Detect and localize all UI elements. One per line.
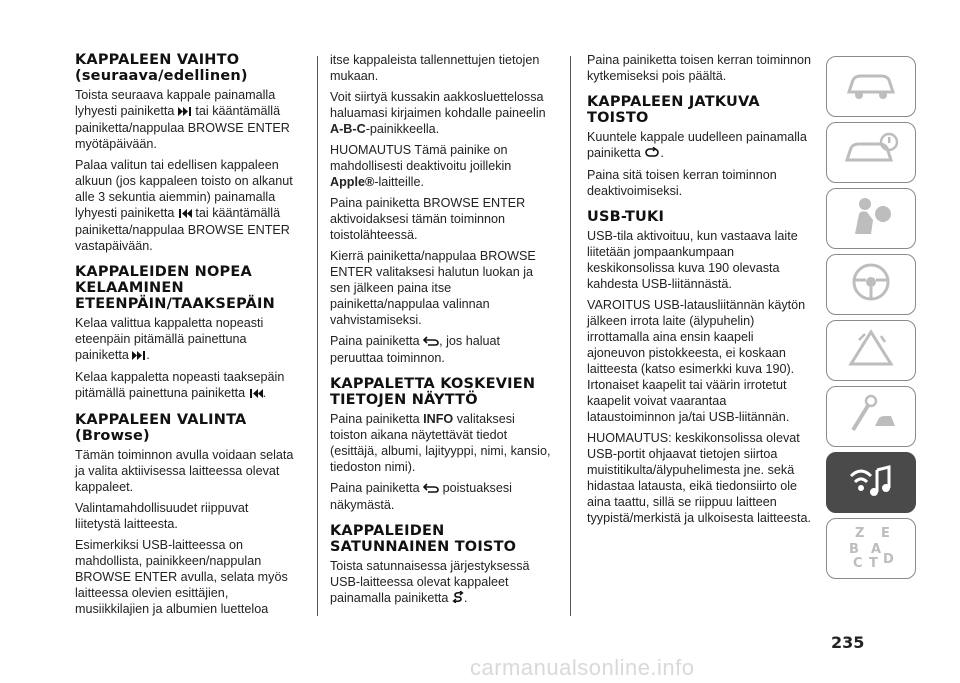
tab-maintenance[interactable] <box>826 386 916 447</box>
text: Kelaa kappaletta nopeasti taaksepäin pitämällä painettuna painiketta <box>75 370 285 400</box>
text: Kuuntele kappale uudelleen painamalla painiketta <box>587 130 807 160</box>
paragraph: Tämän toiminnon avulla voidaan selata ja valita aktiivisessa laitteessa olevat kappaleet. <box>75 448 294 494</box>
tab-emergency[interactable] <box>826 320 916 381</box>
next-track-icon <box>132 348 146 364</box>
paragraph: Valintamahdollisuudet riippuvat liitetystä laitteesta. <box>75 501 249 531</box>
paragraph: Paina sitä toisen kerran toiminnon deaktivoimiseksi. <box>587 168 777 198</box>
heading-fast-forward: KAPPALEIDEN NOPEA KELAAMINEN ETEENPÄIN/TAAKSEPÄIN <box>75 264 275 312</box>
paragraph <box>330 89 555 137</box>
page-number: 235 <box>831 633 865 652</box>
paragraph: itse kappaleista tallennettujen tietojen mukaan. <box>330 53 540 83</box>
text: valitaksesi toiston aikana näytettävät tiedot (esittäjä, albumi, lajityyppi, nimi, kansio, tiedoston nimi). <box>330 412 551 474</box>
text: poistuaksesi näkymästä. <box>330 481 512 512</box>
text: Palaa valitun tai edellisen kappaleen alkuun (jos kappaleen toisto on alkanut alle 3 sekuntia aiemmin) painamalla lyhyesti painiketta <box>75 158 293 220</box>
back-arrow-icon <box>423 481 439 497</box>
text: . <box>660 146 664 160</box>
tab-index[interactable] <box>826 518 916 579</box>
shuffle-icon <box>452 591 464 607</box>
paragraph: Paina painiketta BROWSE ENTER aktivoidaksesi tämän toiminnon toistolähteessä. <box>330 196 526 242</box>
text: Toista satunnaisessa järjestyksessä USB-laitteessa olevat kappaleet painamalla painiketta <box>330 559 530 605</box>
column-divider <box>317 56 318 616</box>
paragraph <box>75 315 297 364</box>
heading-shuffle: KAPPALEIDEN SATUNNAINEN TOISTO <box>330 523 517 555</box>
text: Paina painiketta <box>330 334 420 348</box>
text: Kelaa valittua kappaletta nopeasti eteenpäin pitämällä painettuna painiketta <box>75 316 264 362</box>
car-dashboard-icon <box>841 64 901 109</box>
paragraph <box>330 411 555 475</box>
text: Voit siirtyä kussakin aakkosluettelossa haluamasi kirjaimen kohdalle paineelin <box>330 90 546 120</box>
paragraph: VAROITUS USB-latausliitännän käytön jälkeen irrota laite (älypuhelin) irrottamalla aina ensin kaapeli ajoneuvon pistokkeesta, ei koskaan laitteesta (katso esimerkki kuva 190). Irtonaiset kaapelit tai väärin irrotetut kaapelit voivat vaarantaa lataustoiminnon ja/tai USB-liitännän. <box>587 298 806 424</box>
svg-text:B: B <box>849 542 859 557</box>
next-track-icon <box>178 104 192 120</box>
text: . <box>262 386 267 400</box>
text: HUOMAUTUS Tämä painike on mahdollisesti deaktivoitu joillekin <box>330 143 512 173</box>
paragraph <box>330 558 555 607</box>
heading-repeat: KAPPALEEN JATKUVA TOISTO <box>587 94 760 126</box>
text: tai kääntämällä painiketta/nappulaa BROWSE ENTER myötäpäivään. <box>75 104 290 151</box>
heading-track-info: KAPPALETTA KOSKEVIEN TIETOJEN NÄYTTÖ <box>330 376 536 408</box>
svg-text:A: A <box>871 542 882 557</box>
text: Paina painiketta <box>330 481 420 495</box>
tab-warnings[interactable] <box>826 122 916 183</box>
column-1 <box>75 52 297 622</box>
text: Toista seuraava kappale painamalla lyhyesti painiketta <box>75 88 276 118</box>
paragraph <box>330 480 555 513</box>
heading-browse: KAPPALEEN VALINTA (Browse) <box>75 412 247 444</box>
chapter-tab-index <box>826 56 916 584</box>
paragraph <box>587 129 815 162</box>
text: -laitteille. <box>374 175 424 189</box>
text: -painikkeella. <box>365 122 440 136</box>
column-divider <box>570 56 571 616</box>
heading-usb-support: USB-TUKI <box>587 209 665 225</box>
tab-dashboard[interactable] <box>826 56 916 117</box>
paragraph <box>75 157 297 254</box>
paragraph <box>330 142 555 190</box>
abc-button-label: A-B-C <box>330 122 366 136</box>
svg-text:T: T <box>869 556 878 571</box>
svg-text:D: D <box>883 552 894 567</box>
svg-text:C: C <box>853 556 863 571</box>
paragraph: Esimerkiksi USB-laitteessa on mahdollista, painikkeen/nappulan BROWSE ENTER avulla, selata myös laitteessa olevien esittäjien, musiikkilajien ja albumien luetteloa <box>75 538 288 616</box>
car-warning-icon <box>841 130 901 175</box>
paragraph: USB-tila aktivoituu, kun vastaava laite liitetään jompaankumpaan keskikonsolissa kuva 190 olevasta kahdesta USB-liitännästä. <box>587 229 798 291</box>
tab-safety[interactable] <box>826 188 916 249</box>
text: , jos haluat peruuttaa toiminnon. <box>330 334 501 365</box>
paragraph: Kierrä painiketta/nappulaa BROWSE ENTER valitaksesi halutun luokan ja sen jälkeen paina itse painiketta/nappulaa valinnan vahvistamiseksi. <box>330 249 536 327</box>
column-2 <box>330 52 555 612</box>
text: tai kääntämällä painiketta/nappulaa BROWSE ENTER vastapäivään. <box>75 206 290 253</box>
seatbelt-airbag-icon <box>841 194 901 243</box>
warning-triangle-icon <box>841 326 901 375</box>
text: . <box>146 348 150 362</box>
text: Paina painiketta <box>330 412 420 426</box>
info-button-label: INFO <box>423 412 454 426</box>
apple-label: Apple® <box>330 175 375 189</box>
repeat-icon <box>644 146 660 162</box>
steering-wheel-icon <box>841 260 901 309</box>
svg-text:E: E <box>881 526 890 541</box>
multimedia-icon <box>841 458 901 507</box>
tab-driving[interactable] <box>826 254 916 315</box>
heading-track-change: KAPPALEEN VAIHTO (seuraava/edellinen) <box>75 52 248 84</box>
wrench-car-icon <box>841 392 901 441</box>
previous-track-icon <box>249 386 263 402</box>
paragraph: HUOMAUTUS: keskikonsolissa olevat USB-portit ohjaavat tietojen siirtoa muistitikulta/älypuhelimesta jne. sekä hidastaa latausta, eikä tiedonsiirto ole aina taattu, sillä se riippuu laitteen tyypistä/merkistä ja ulkoisesta laitteesta. <box>587 431 811 525</box>
tab-multimedia[interactable] <box>826 452 916 513</box>
alphabet-index-icon <box>841 521 901 576</box>
previous-track-icon <box>178 206 192 222</box>
paragraph <box>75 87 297 152</box>
text: . <box>463 591 468 605</box>
paragraph: Paina painiketta toisen kerran toiminnon kytkemiseksi pois päältä. <box>587 53 812 83</box>
back-arrow-icon <box>423 334 439 350</box>
paragraph <box>330 333 555 366</box>
svg-text:Z: Z <box>855 526 865 541</box>
watermark-text: carmanualsonline.info <box>470 655 695 680</box>
column-3 <box>587 52 815 531</box>
paragraph <box>75 369 297 402</box>
